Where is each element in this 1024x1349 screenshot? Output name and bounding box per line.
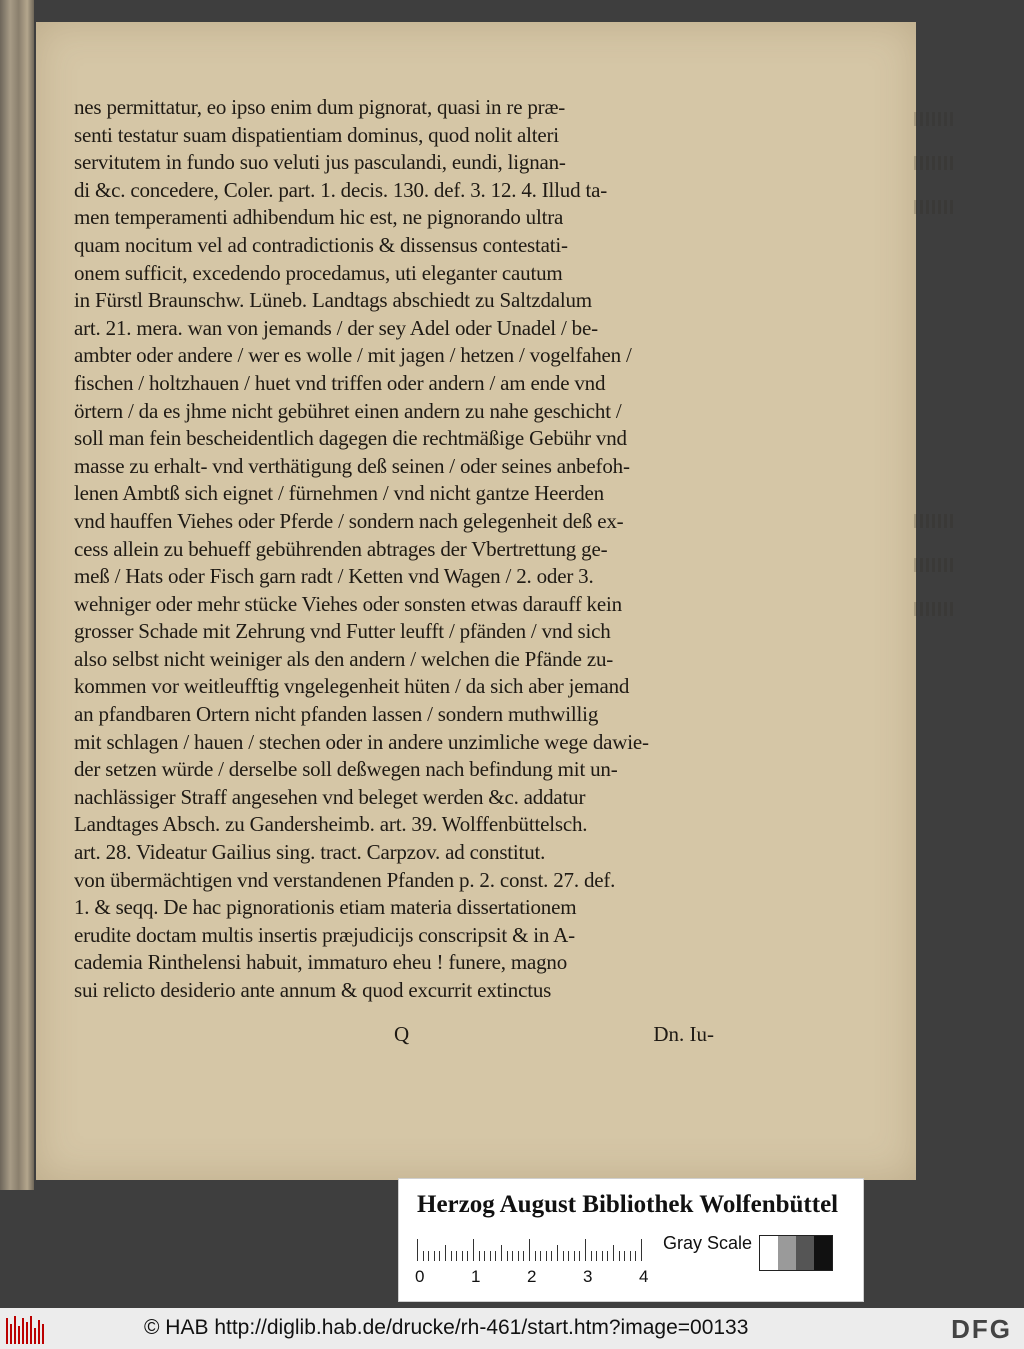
ruler-tick [462,1251,463,1261]
text-line: ambter oder andere / wer es wolle / mit jagen / hetzen / vogelfahen / [74,343,632,368]
text-line: also selbst nicht weiniger als den andern / welchen die Pfände zu- [74,646,614,671]
ruler-tick [501,1245,502,1261]
ruler-tick [568,1251,569,1261]
ruler-number: 2 [527,1267,537,1286]
text-line: Landtages Absch. zu Gandersheimb. art. 39. Wolffenbüttelsch. [74,812,588,837]
book-page [36,22,916,1180]
text-block [74,94,714,1005]
credit-link[interactable]: © HAB http://diglib.hab.de/drucke/rh-461/start.htm?image=00133 [144,1316,749,1339]
ruler-number: 0 [415,1267,425,1286]
dfg-logo: DFG [951,1314,1012,1344]
text-line: soll man fein bescheidentlich dagegen die rechtmäßige Gebühr vnd [74,426,627,451]
gray-swatch [760,1236,778,1270]
ruler-tick [417,1239,418,1261]
gray-scale-label: Gray Scale [663,1233,753,1253]
ruler-tick [518,1251,519,1261]
text-line: der setzen würde / derselbe soll deßwegen nach befindung mit un- [74,757,618,782]
text-line: art. 21. mera. wan von jemands / der sey Adel oder Unadel / be- [74,315,598,340]
ruler-tick [613,1245,614,1261]
text-line: sui relicto desiderio ante annum & quod excurrit extinctus [74,978,552,1002]
text-line: grosser Schade mit Zehrung vnd Futter leufft / pfänden / vnd sich [74,619,611,644]
ruler-tick [596,1251,597,1261]
ruler-tick [467,1251,468,1261]
color-calibration-label [398,1178,864,1302]
text-line: von übermächtigen vnd verstandenen Pfanden p. 2. const. 27. def. [74,867,616,892]
library-name: Herzog August Bibliothek Wolfenbüttel [417,1191,839,1218]
text-line: men temperamenti adhibendum hic est, ne pignorando ultra [74,205,564,230]
ruler-tick [434,1251,435,1261]
text-line: fischen / holtzhauen / huet vnd triffen oder andern / am ende vnd [74,370,606,395]
ruler-tick [529,1239,530,1261]
hab-logo-icon [6,1314,46,1344]
text-line: in Fürstl Braunschw. Lüneb. Landtags abschiedt zu Saltzdalum [74,288,592,313]
ruler-tick [512,1251,513,1261]
ruler-tick [507,1251,508,1261]
ruler-tick [495,1251,496,1261]
ruler-number: 4 [639,1267,649,1286]
gray-swatch [796,1236,814,1270]
text-line: lenen Ambtß sich eignet / fürnehmen / vnd nicht gantze Heerden [74,481,604,506]
text-line: cess allein zu behueff gebührenden abtrages der Vbertrettung ge- [74,536,608,561]
footer-bar [0,1308,1024,1349]
page-footer [74,1022,714,1050]
text-line: kommen vor weitleufftig vngelegenheit hüten / da sich aber jemand [74,674,630,699]
text-line: vnd hauffen Viehes oder Pferde / sondern nach gelegenheit deß ex- [74,508,624,533]
ruler-tick [630,1251,631,1261]
ruler-tick [551,1251,552,1261]
ruler-tick [574,1251,575,1261]
ruler-tick [535,1251,536,1261]
text-line: mit schlagen / hauen / stechen oder in andere unzimliche wege dawie- [74,729,649,754]
ruler-tick [602,1251,603,1261]
catchword: Dn. Iu- [653,1022,714,1046]
ruler-tick [456,1251,457,1261]
ruler-tick [579,1251,580,1261]
ruler-tick [428,1251,429,1261]
gray-scale-swatches [759,1235,833,1271]
signature-mark: Q [394,1022,410,1046]
text-line: servitutem in fundo suo veluti jus pasculandi, eundi, lignan- [74,150,566,175]
text-line: wehniger oder mehr stücke Viehes oder sonsten etwas darauff kein [74,591,622,616]
ruler-tick [546,1251,547,1261]
gray-swatch [778,1236,796,1270]
ruler-tick [607,1251,608,1261]
ruler-number: 1 [471,1267,481,1286]
ruler-tick [557,1245,558,1261]
ruler-tick [563,1251,564,1261]
ruler-tick [635,1251,636,1261]
text-line: örtern / da es jhme nicht gebühret einen andern zu nahe geschicht / [74,398,622,423]
text-line: an pfandbaren Ortern nicht pfanden lassen / sondern muthwillig [74,702,599,727]
text-line: masse zu erhalt- vnd verthätigung deß seinen / oder seines anbefoh- [74,453,630,478]
ruler-tick [641,1239,642,1261]
ruler-tick [490,1251,491,1261]
ruler-tick [451,1251,452,1261]
ruler-tick [591,1251,592,1261]
ruler-tick [479,1251,480,1261]
text-line: erudite doctam multis insertis præjudicijs conscripsit & in A- [74,922,575,947]
text-line: nes permittatur, eo ipso enim dum pignorat, quasi in re præ- [74,95,566,119]
ruler-tick [624,1251,625,1261]
text-line: senti testatur suam dispatientiam dominus, quod nolit alteri [74,122,559,147]
ruler-tick [484,1251,485,1261]
ruler-tick [445,1245,446,1261]
text-line: art. 28. Videatur Gailius sing. tract. Carpzov. ad constitut. [74,840,546,865]
text-line: di &c. concedere, Coler. part. 1. decis. 130. def. 3. 12. 4. Illud ta- [74,177,608,202]
gray-swatch [814,1236,832,1270]
ruler-tick [439,1251,440,1261]
text-line: 1. & seqq. De hac pignorationis etiam materia dissertationem [74,895,577,920]
ruler-tick [523,1251,524,1261]
ruler-tick [585,1239,586,1261]
ruler-tick [423,1251,424,1261]
text-line: cademia Rinthelensi habuit, immaturo eheu ! funere, magno [74,950,568,975]
text-line: onem sufficit, excedendo procedamus, uti eleganter cautum [74,260,563,285]
text-line: nachlässiger Straff angesehen vnd beleget werden &c. addatur [74,784,586,809]
text-line: quam nocitum vel ad contradictionis & dissensus contestati- [74,232,568,257]
ruler-tick [540,1251,541,1261]
book-edge [0,0,34,1190]
ruler [417,1237,653,1261]
margin-bleed-through [914,82,954,882]
ruler-tick [473,1239,474,1261]
text-line: meß / Hats oder Fisch garn radt / Ketten vnd Wagen / 2. oder 3. [74,564,594,589]
ruler-number: 3 [583,1267,593,1286]
ruler-tick [619,1251,620,1261]
